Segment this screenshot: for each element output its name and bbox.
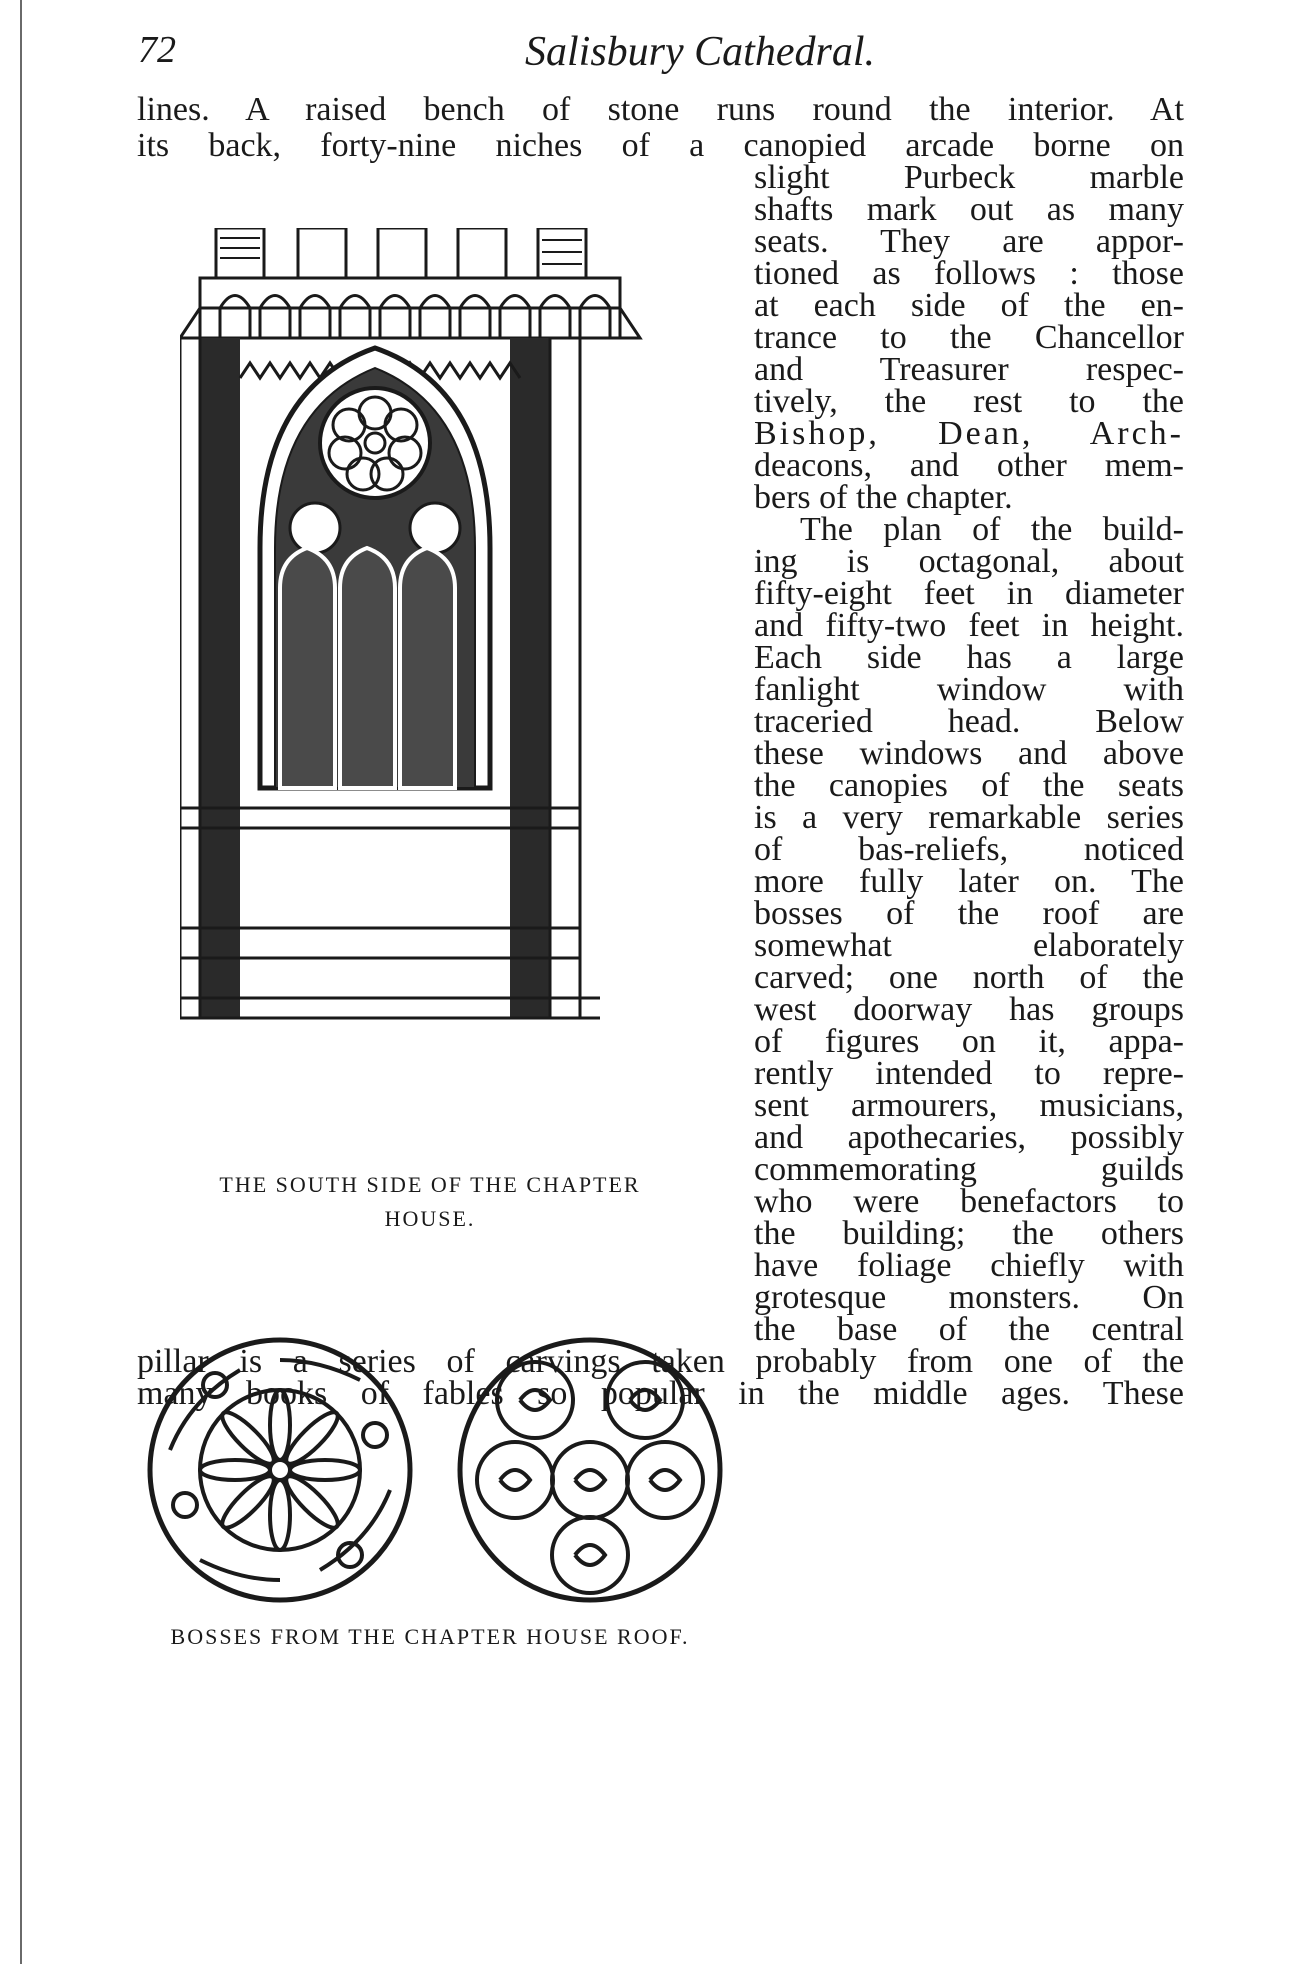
body-line: fifty-eight feet in diameter — [754, 575, 1184, 612]
chapter-house-south-side-illustration — [180, 228, 700, 1158]
right-buttress — [510, 338, 550, 1018]
body-line: many books of fables so popular in the middle ages. These — [137, 1375, 1184, 1412]
body-line: sent armourers, musicians, — [754, 1087, 1184, 1124]
body-line: tively, the rest to the — [754, 383, 1184, 420]
body-line: who were benefactors to — [754, 1183, 1184, 1220]
left-foil-window — [290, 503, 340, 553]
body-line: grotesque monsters. On — [754, 1279, 1184, 1316]
page-header — [0, 22, 1305, 82]
body-line: more fully later on. The — [754, 863, 1184, 900]
body-line: rently intended to repre- — [754, 1055, 1184, 1092]
right-pier — [550, 338, 580, 1018]
body-line: and fifty-two feet in height. — [754, 607, 1184, 644]
body-line: seats. They are appor- — [754, 223, 1184, 260]
body-line: carved; one north of the — [754, 959, 1184, 996]
boss-rosette-illustration — [140, 1330, 420, 1610]
body-line: Each side has a large — [754, 639, 1184, 676]
arcade-frieze — [180, 278, 640, 338]
body-line: fanlight window with — [754, 671, 1184, 708]
tower-caption-line: HOUSE. — [384, 1206, 476, 1231]
body-line: bers of the chapter. — [754, 479, 1013, 516]
body-line: lines. A raised bench of stone runs round the interior. At — [137, 91, 1184, 128]
body-line: have foliage chiefly with — [754, 1247, 1184, 1284]
page-number: 72 — [138, 29, 176, 71]
body-line: these windows and above — [754, 735, 1184, 772]
body-line: pillar is a series of carvings taken probably from one of the — [137, 1343, 1184, 1380]
page-edge-rule — [20, 0, 22, 1964]
body-line: tioned as follows : those — [754, 255, 1184, 292]
body-line: at each side of the en- — [754, 287, 1184, 324]
tower-caption — [160, 1168, 700, 1236]
body-line: and Treasurer respec- — [754, 351, 1184, 388]
body-line: west doorway has groups — [754, 991, 1184, 1028]
body-line: and apothecaries, possibly — [754, 1119, 1184, 1156]
body-line: trance to the Chancellor — [754, 319, 1184, 356]
body-line: traceried head. Below — [754, 703, 1184, 740]
body-line: of bas-reliefs, noticed — [754, 831, 1184, 868]
body-line: the canopies of the seats — [754, 767, 1184, 804]
boss-foliage-illustration — [450, 1330, 730, 1610]
battlement-hatching — [220, 238, 582, 264]
left-buttress — [200, 338, 240, 1018]
body-line: the base of the central — [754, 1311, 1184, 1348]
body-line: ing is octagonal, about — [754, 543, 1184, 580]
body-line: The plan of the build- — [800, 511, 1184, 548]
body-line: of figures on it, appa- — [754, 1023, 1184, 1060]
body-line: commemorating guilds — [754, 1151, 1184, 1188]
lancets — [280, 548, 455, 788]
tower-caption-line: THE SOUTH SIDE OF THE CHAPTER — [219, 1172, 641, 1197]
body-line: is a very remarkable series — [754, 799, 1184, 836]
body-line: somewhat elaborately — [754, 927, 1184, 964]
body-line: slight Purbeck marble — [754, 159, 1184, 196]
rose-window — [320, 388, 430, 498]
running-title: Salisbury Cathedral. — [524, 29, 875, 75]
body-line: the building; the others — [754, 1215, 1184, 1252]
body-line: its back, forty-nine niches of a canopied arcade borne on — [137, 127, 1184, 164]
bosses-caption: BOSSES FROM THE CHAPTER HOUSE ROOF. — [170, 1624, 690, 1649]
body-line: Bishop, Dean, Arch- — [754, 415, 1184, 452]
body-line: bosses of the roof are — [754, 895, 1184, 932]
body-line: deacons, and other mem- — [754, 447, 1184, 484]
body-line: shafts mark out as many — [754, 191, 1184, 228]
right-foil-window — [410, 503, 460, 553]
left-pier — [180, 338, 200, 1018]
